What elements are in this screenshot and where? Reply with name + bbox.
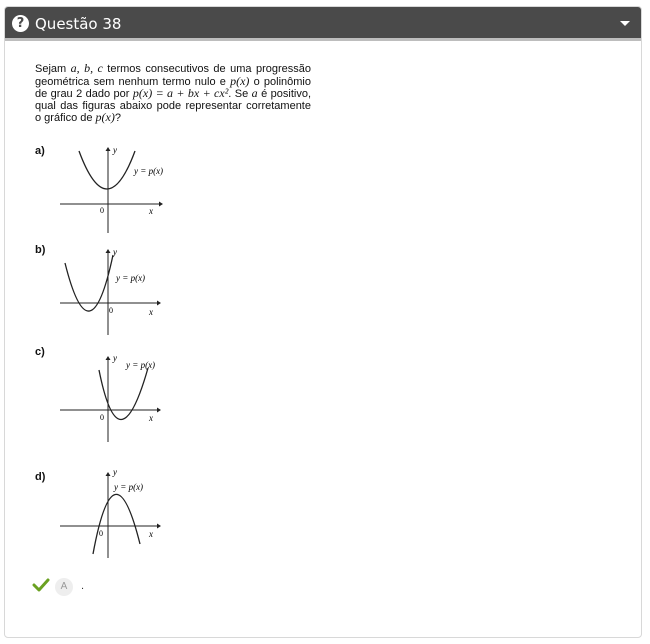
option-c-graph (55, 350, 185, 445)
origin-label: 0 (100, 413, 104, 422)
option-d-label[interactable]: d) (35, 471, 46, 483)
curve-label: y = p(x) (126, 360, 156, 370)
caret-down-icon[interactable] (620, 21, 630, 26)
y-axis-arrow (106, 356, 111, 360)
math-variable: p(x) (95, 110, 115, 124)
question-text-part: termos consecutivos de uma progressão geométrica sem nenhum termo nulo e (35, 63, 312, 88)
math-variable: a (251, 86, 258, 100)
y-axis-label: y (113, 467, 117, 477)
x-axis-label: x (149, 413, 153, 423)
question-title: Questão 38 (35, 15, 122, 33)
option-c-label[interactable]: c) (35, 346, 45, 358)
parabola-curve (99, 368, 148, 420)
question-header[interactable] (5, 7, 641, 41)
question-text-part: o polinômio de grau 2 dado por (35, 75, 311, 100)
y-axis-arrow (106, 147, 111, 151)
question-text-part: é positivo, qual das figuras abaixo pode representar corretamente o gráfico de (35, 88, 311, 124)
option-b-label[interactable]: b) (35, 244, 46, 256)
question-text (35, 63, 311, 125)
y-axis-arrow (106, 472, 111, 476)
y-axis-label: y (113, 353, 117, 363)
option-a-label[interactable]: a) (35, 145, 45, 157)
option-b-graph (55, 243, 185, 338)
parabola-curve (79, 151, 135, 189)
x-axis-arrow (159, 202, 163, 207)
origin-label: 0 (99, 529, 103, 538)
origin-label: 0 (109, 306, 113, 315)
math-formula: p(x) = a + bx + cx² (132, 86, 229, 100)
parabola-curve (93, 494, 140, 554)
selected-answer-badge: A (55, 578, 73, 596)
x-axis-arrow (157, 524, 161, 529)
x-axis-label: x (149, 206, 153, 216)
checkmark-icon (32, 576, 50, 594)
question-circle-icon: ? (12, 15, 29, 32)
y-axis-arrow (106, 249, 111, 253)
x-axis-arrow (157, 301, 161, 306)
option-d-graph (55, 466, 185, 561)
math-variable: p(x) (230, 73, 250, 88)
question-text-part: Sejam (35, 63, 71, 75)
question-text-part: ? (114, 112, 121, 124)
question-text-part: . Se (228, 88, 252, 100)
x-axis-label: x (149, 307, 153, 317)
x-axis-label: x (149, 529, 153, 539)
curve-label: y = p(x) (116, 273, 146, 283)
y-axis-label: y (113, 247, 117, 257)
math-variable: a, b, c (70, 61, 103, 75)
y-axis-label: y (113, 145, 117, 155)
option-a-graph (55, 143, 185, 238)
x-axis-arrow (157, 408, 161, 413)
curve-label: y = p(x) (134, 166, 164, 176)
origin-label: 0 (100, 206, 104, 215)
answer-suffix: . (81, 580, 85, 592)
curve-label: y = p(x) (114, 482, 144, 492)
